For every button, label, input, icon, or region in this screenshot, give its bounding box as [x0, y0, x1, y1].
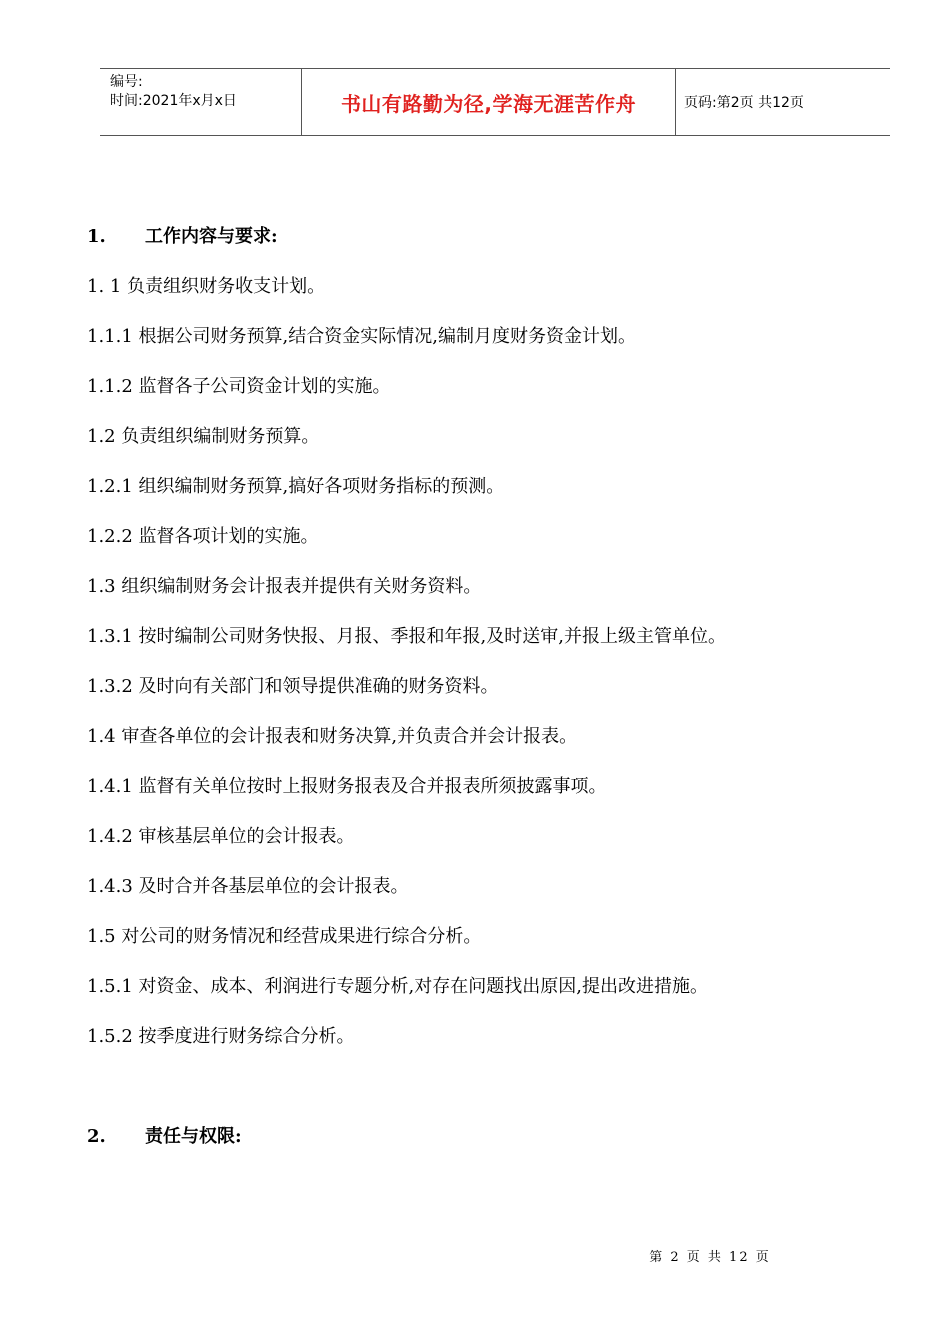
page-header — [100, 68, 890, 136]
clause-line: 1.5.2 按季度进行财务综合分析。 — [87, 1026, 355, 1047]
clause-line: 1.4.1 监督有关单位按时上报财务报表及合并报表所须披露事项。 — [87, 776, 607, 797]
clause-line: 1.3 组织编制财务会计报表并提供有关财务资料。 — [87, 576, 482, 597]
header-meta — [100, 69, 302, 135]
section-2-heading — [87, 1112, 917, 1162]
header-page-number: 页码:第2页 共12页 — [684, 95, 804, 111]
clause-line: 1.1.2 监督各子公司资金计划的实施。 — [87, 376, 391, 397]
clause-line: 1.1.1 根据公司财务预算,结合资金实际情况,编制月度财务资金计划。 — [87, 326, 636, 347]
section-spacer — [87, 1062, 917, 1112]
header-motto: 书山有路勤为径,学海无涯苦作舟 — [302, 69, 676, 135]
section-1-heading — [87, 212, 917, 262]
clause-line: 1.4.3 及时合并各基层单位的会计报表。 — [87, 876, 409, 897]
clause-line: 1.4 审查各单位的会计报表和财务决算,并负责合并会计报表。 — [87, 726, 578, 747]
document-time-label: 时间:2021年x月x日 — [110, 93, 237, 109]
clause-line: 1. 1 负责组织财务收支计划。 — [87, 276, 326, 297]
page-footer: 第 2 页 共 12 页 — [649, 1250, 771, 1265]
clause-line: 1.3.2 及时向有关部门和领导提供准确的财务资料。 — [87, 676, 499, 697]
document-body — [87, 212, 917, 1162]
clause-line: 1.5.1 对资金、成本、利润进行专题分析,对存在问题找出原因,提出改进措施。 — [87, 976, 708, 997]
section-1-number: 1. — [87, 226, 106, 247]
document-number-label: 编号: — [110, 74, 143, 90]
clause-line: 1.4.2 审核基层单位的会计报表。 — [87, 826, 355, 847]
section-2-title: 责任与权限: — [145, 1126, 242, 1147]
clause-line: 1.5 对公司的财务情况和经营成果进行综合分析。 — [87, 926, 482, 947]
section-1-title: 工作内容与要求: — [145, 226, 278, 247]
clause-line: 1.3.1 按时编制公司财务快报、月报、季报和年报,及时送审,并报上级主管单位。 — [87, 626, 726, 647]
clause-line: 1.2 负责组织编制财务预算。 — [87, 426, 320, 447]
clause-line: 1.2.2 监督各项计划的实施。 — [87, 526, 319, 547]
section-2-number: 2. — [87, 1126, 106, 1147]
clause-line: 1.2.1 组织编制财务预算,搞好各项财务指标的预测。 — [87, 476, 505, 497]
